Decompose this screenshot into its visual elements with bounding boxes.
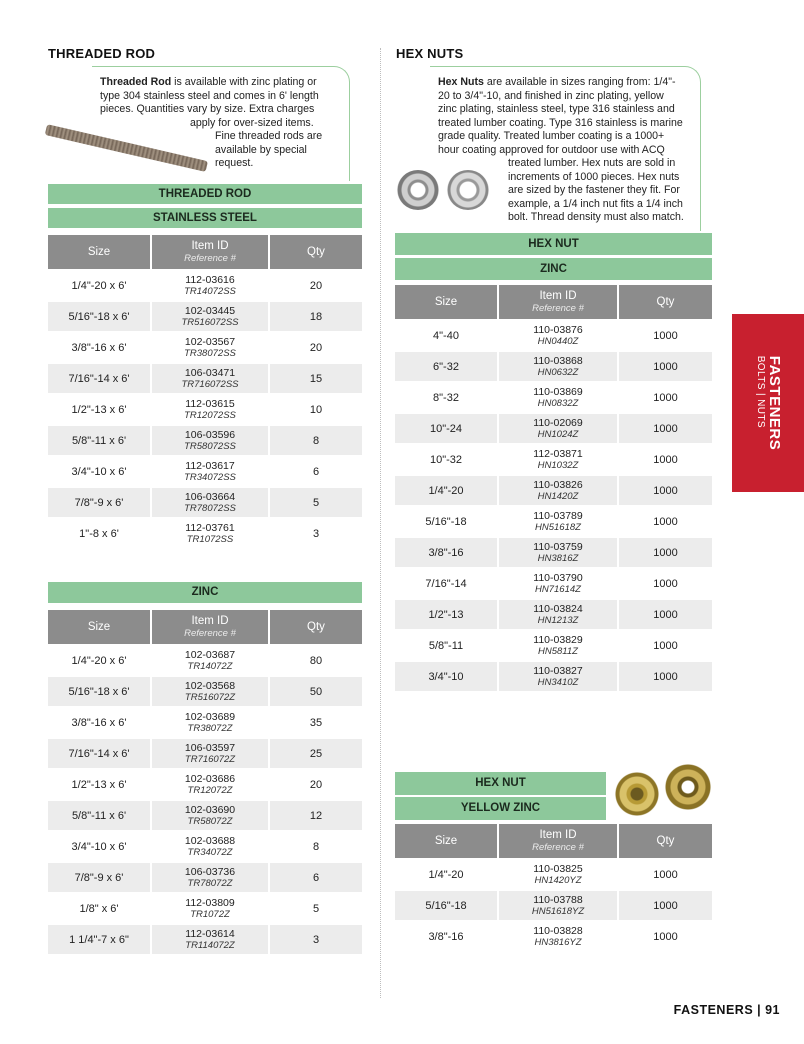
desc-line: available by special [215,143,307,156]
table-row [48,331,362,362]
size-cell: 1 1/4"-7 x 6" [48,923,152,954]
item-reference: HN0632Z [537,367,579,378]
item-reference: HN1032Z [537,460,579,471]
desc-line: hour coating approved for outdoor use with ACQ [438,143,665,156]
item-reference: TR12072SS [184,410,236,421]
item-code: 112-03809 [185,897,235,909]
table-row [48,861,362,892]
table-row [395,567,712,598]
item-reference: TR114072Z [185,940,235,951]
desc-line: example, a 1/4 inch nut fits a 1/4 inch [508,197,683,210]
item-id-cell [152,331,270,362]
desc-line: type 304 stainless steel and comes in 6' length [100,89,319,102]
desc-bold-term: Threaded Rod [100,76,172,88]
qty-cell: 1000 [619,598,712,629]
item-code: 110-02069 [533,417,583,429]
item-id-cell [152,861,270,892]
item-id-cell [152,737,270,768]
item-id-cell [499,381,619,412]
table-row [395,505,712,536]
desc-line: zinc plating, stainless steel, type 316 stainless and [438,103,675,115]
item-reference: HN3816YZ [534,937,582,948]
zinc-rod-bar: ZINC [48,582,362,603]
item-reference: HN1420Z [537,491,579,502]
size-cell: 1"-8 x 6' [48,517,152,548]
size-cell: 10"-24 [395,412,499,443]
item-code: 102-03690 [184,804,236,816]
item-reference: HN1024Z [537,429,579,440]
qty-cell: 50 [270,675,362,706]
qty-cell: 8 [270,830,362,861]
item-id-cell [152,269,270,300]
item-id-cell [499,474,619,505]
col-qty-header: Qty [619,824,712,858]
size-cell: 3/4"-10 [395,660,499,691]
col-qty-header: Qty [619,285,712,319]
desc-line: treated lumber coating. Type 316 stainless is marine [438,116,683,129]
col-size-header: Size [395,285,499,319]
yellow-hex-nut-image [614,772,660,816]
item-code: 112-03871 [533,448,583,460]
hex-nut-yellow-bar-2: YELLOW ZINC [395,797,606,820]
item-id-cell [499,629,619,660]
col-size-header: Size [48,610,152,644]
qty-cell: 1000 [619,505,712,536]
item-reference: TR38072SS [184,348,236,359]
desc-line: apply for over-sized items. [190,116,314,129]
size-cell: 1/4"-20 x 6' [48,269,152,300]
size-cell: 5/16"-18 [395,889,499,920]
qty-cell: 1000 [619,443,712,474]
hex-nuts-title: HEX NUTS [396,46,464,61]
stainless-bar-threaded-rod: THREADED ROD [48,184,362,204]
col-qty-header: Qty [270,235,362,269]
table-row [48,644,362,675]
item-id-cell [499,319,619,350]
item-id-cell [499,536,619,567]
item-reference: TR38072Z [187,723,233,734]
size-cell: 1/2"-13 [395,598,499,629]
item-code: 102-03687 [184,649,236,661]
item-reference: HN71614Z [535,584,581,595]
item-id-cell [152,644,270,675]
item-reference: HN0832Z [537,398,579,409]
item-code: 106-03736 [184,866,236,878]
qty-cell: 18 [270,300,362,331]
item-reference: TR58072Z [187,816,233,827]
item-code: 110-03828 [533,925,583,937]
item-code: 106-03597 [184,742,236,754]
size-cell: 1/4"-20 x 6' [48,644,152,675]
fasteners-side-tab [732,314,804,492]
side-tab-subtitle: BOLTS | NUTS [755,355,766,428]
item-reference: HN3816Z [537,553,579,564]
stainless-bar-stainless-steel: STAINLESS STEEL [48,208,362,228]
table-row [48,300,362,331]
table-row [48,675,362,706]
qty-cell: 25 [270,737,362,768]
table-row [48,892,362,923]
size-cell: 1/2"-13 x 6' [48,768,152,799]
item-reference: TR14072Z [187,661,233,672]
table-row [395,598,712,629]
table-row [48,768,362,799]
zinc-hex-nut-image [447,170,489,210]
table-row [48,486,362,517]
item-reference: TR716072Z [184,754,236,765]
qty-cell: 1000 [619,567,712,598]
table-row [395,412,712,443]
table-row [48,269,362,300]
item-id-cell [152,455,270,486]
size-cell: 7/8"-9 x 6' [48,486,152,517]
item-code: 102-03568 [184,680,236,692]
size-cell: 3/8"-16 [395,536,499,567]
size-cell: 3/8"-16 [395,920,499,951]
col-qty-header: Qty [270,610,362,644]
item-reference: TR516072Z [184,692,236,703]
col-item-header: Item ID Reference # [152,610,270,644]
size-cell: 3/8"-16 x 6' [48,706,152,737]
table-row [395,319,712,350]
size-cell: 6"-32 [395,350,499,381]
col-size-header: Size [395,824,499,858]
item-id-cell [499,350,619,381]
item-code: 110-03826 [533,479,583,491]
item-code: 106-03471 [184,367,236,379]
item-id-cell [499,412,619,443]
item-code: 102-03689 [184,711,236,723]
qty-cell: 20 [270,768,362,799]
item-reference: HN1213Z [537,615,579,626]
item-id-cell [152,393,270,424]
item-reference: TR34072Z [187,847,233,858]
size-cell: 5/8"-11 [395,629,499,660]
item-reference: HN0440Z [537,336,579,347]
item-id-cell [152,768,270,799]
col-size-header: Size [48,235,152,269]
side-tab-title: FASTENERS [766,355,783,451]
size-cell: 1/4"-20 [395,858,499,889]
item-code: 102-03567 [184,336,236,348]
desc-line: 20 to 3/4"-10, and finished in zinc plating, yellow [438,89,664,102]
size-cell: 5/8"-11 x 6' [48,799,152,830]
side-tab-text [754,356,782,451]
item-code: 110-03788 [533,894,583,906]
qty-cell: 1000 [619,889,712,920]
desc-line: are available in sizes ranging from: 1/4"- [483,76,676,88]
item-code: 102-03445 [184,305,236,317]
page-footer: FASTENERS | 91 [673,1003,780,1017]
item-code: 110-03829 [533,634,583,646]
item-code: 112-03617 [185,460,235,472]
qty-cell: 1000 [619,350,712,381]
qty-cell: 6 [270,861,362,892]
qty-cell: 10 [270,393,362,424]
qty-cell: 20 [270,331,362,362]
size-cell: 4"-40 [395,319,499,350]
item-code: 110-03876 [533,324,583,336]
item-reference: HN51618YZ [531,906,585,917]
desc-line: Fine threaded rods are [215,130,323,142]
table-row [48,455,362,486]
item-code: 110-03868 [533,355,583,367]
size-cell: 5/16"-18 x 6' [48,300,152,331]
item-id-cell [499,858,619,889]
stainless-rod-table [48,235,362,548]
qty-cell: 80 [270,644,362,675]
size-cell: 3/8"-16 x 6' [48,331,152,362]
size-cell: 3/4"-10 x 6' [48,830,152,861]
item-code: 102-03686 [184,773,236,785]
table-row [48,799,362,830]
table-row [48,362,362,393]
item-code: 106-03596 [184,429,236,441]
desc-line: bolt. Thread density must also match. [508,211,684,223]
table-row [395,381,712,412]
item-reference: HN51618Z [535,522,581,533]
item-reference: HN5811Z [538,646,578,657]
col-item-header: Item ID Reference # [499,824,619,858]
item-id-cell [152,892,270,923]
item-id-cell [152,675,270,706]
item-id-cell [499,567,619,598]
item-code: 112-03615 [185,398,235,410]
qty-cell: 1000 [619,536,712,567]
qty-cell: 1000 [619,319,712,350]
table-row [48,737,362,768]
item-reference: TR14072SS [184,286,236,297]
item-code: 112-03761 [185,522,235,534]
item-code: 112-03616 [185,274,235,286]
item-id-cell [499,660,619,691]
item-reference: TR34072SS [184,472,236,483]
qty-cell: 35 [270,706,362,737]
qty-cell: 15 [270,362,362,393]
item-reference: TR12072Z [187,785,233,796]
item-id-cell [499,889,619,920]
table-row [395,474,712,505]
item-id-cell [152,706,270,737]
item-reference: TR516072SS [181,317,239,328]
item-code: 110-03759 [533,541,583,553]
size-cell: 7/8"-9 x 6' [48,861,152,892]
qty-cell: 8 [270,424,362,455]
item-reference: HN3410Z [537,677,579,688]
table-row [48,830,362,861]
hex-nut-yellow-bar-1: HEX NUT [395,772,606,795]
qty-cell: 12 [270,799,362,830]
table-row [395,889,712,920]
zinc-rod-table [48,610,362,954]
item-id-cell [152,424,270,455]
item-code: 110-03869 [533,386,583,398]
threaded-rod-description [100,76,340,171]
col-item-header: Item ID Reference # [499,285,619,319]
item-id-cell [152,517,270,548]
item-id-cell [499,598,619,629]
item-reference: TR1072SS [186,534,234,545]
column-divider [380,48,381,998]
qty-cell: 20 [270,269,362,300]
hex-nut-zinc-bar-1: HEX NUT [395,233,712,255]
item-code: 110-03825 [533,863,583,875]
table-row [395,920,712,951]
item-code: 110-03824 [533,603,583,615]
table-row [395,350,712,381]
qty-cell: 3 [270,923,362,954]
item-code: 110-03827 [533,665,583,677]
desc-line: grade quality. Treated lumber coating is a 1000+ [438,130,665,142]
item-id-cell [499,505,619,536]
item-id-cell [152,362,270,393]
item-reference: TR716072SS [181,379,239,390]
size-cell: 8"-32 [395,381,499,412]
threaded-rod-title: THREADED ROD [48,46,156,61]
size-cell: 7/16"-14 x 6' [48,362,152,393]
table-row [395,660,712,691]
table-row [48,923,362,954]
col-item-header: Item ID Reference # [152,235,270,269]
desc-bold-term: Hex Nuts [438,76,484,88]
table-row [395,536,712,567]
table-row [48,517,362,548]
item-code: 102-03688 [184,835,236,847]
size-cell: 10"-32 [395,443,499,474]
size-cell: 7/16"-14 [395,567,499,598]
size-cell: 7/16"-14 x 6' [48,737,152,768]
item-reference: TR1072Z [190,909,230,920]
qty-cell: 1000 [619,629,712,660]
desc-line: are sized by the fastener they fit. For [508,184,680,196]
qty-cell: 1000 [619,858,712,889]
zinc-hex-nut-image [397,170,439,210]
item-id-cell [499,443,619,474]
table-row [48,393,362,424]
hex-nut-zinc-bar-2: ZINC [395,258,712,280]
table-row [395,629,712,660]
size-cell: 1/8" x 6' [48,892,152,923]
qty-cell: 1000 [619,920,712,951]
item-reference: TR78072SS [184,503,236,514]
qty-cell: 5 [270,486,362,517]
desc-line: increments of 1000 pieces. Hex nuts [508,170,680,183]
yellow-hex-nut-image [664,764,712,810]
table-row [395,443,712,474]
desc-line: treated lumber. Hex nuts are sold in [508,157,676,169]
item-reference: HN1420YZ [534,875,582,886]
item-code: 106-03664 [184,491,236,503]
item-id-cell [499,920,619,951]
item-code: 110-03789 [533,510,583,522]
size-cell: 3/4"-10 x 6' [48,455,152,486]
qty-cell: 1000 [619,412,712,443]
size-cell: 5/16"-18 [395,505,499,536]
qty-cell: 3 [270,517,362,548]
qty-cell: 1000 [619,474,712,505]
item-code: 112-03614 [185,928,235,940]
desc-line: is available with zinc plating or [171,76,317,88]
table-row [48,424,362,455]
item-id-cell [152,300,270,331]
item-code: 110-03790 [533,572,583,584]
qty-cell: 1000 [619,381,712,412]
qty-cell: 5 [270,892,362,923]
table-row [48,706,362,737]
size-cell: 5/8"-11 x 6' [48,424,152,455]
qty-cell: 1000 [619,660,712,691]
table-row [395,858,712,889]
yellow-zinc-hex-nut-table [395,824,712,951]
item-id-cell [152,830,270,861]
item-id-cell [152,486,270,517]
qty-cell: 6 [270,455,362,486]
item-id-cell [152,923,270,954]
item-reference: TR78072Z [187,878,233,889]
zinc-hex-nut-table [395,285,712,691]
size-cell: 5/16"-18 x 6' [48,675,152,706]
desc-line: request. [215,157,254,169]
item-id-cell [152,799,270,830]
item-reference: TR58072SS [184,441,236,452]
desc-line: pieces. Quantities vary by size. Extra charges [100,103,315,115]
size-cell: 1/4"-20 [395,474,499,505]
size-cell: 1/2"-13 x 6' [48,393,152,424]
